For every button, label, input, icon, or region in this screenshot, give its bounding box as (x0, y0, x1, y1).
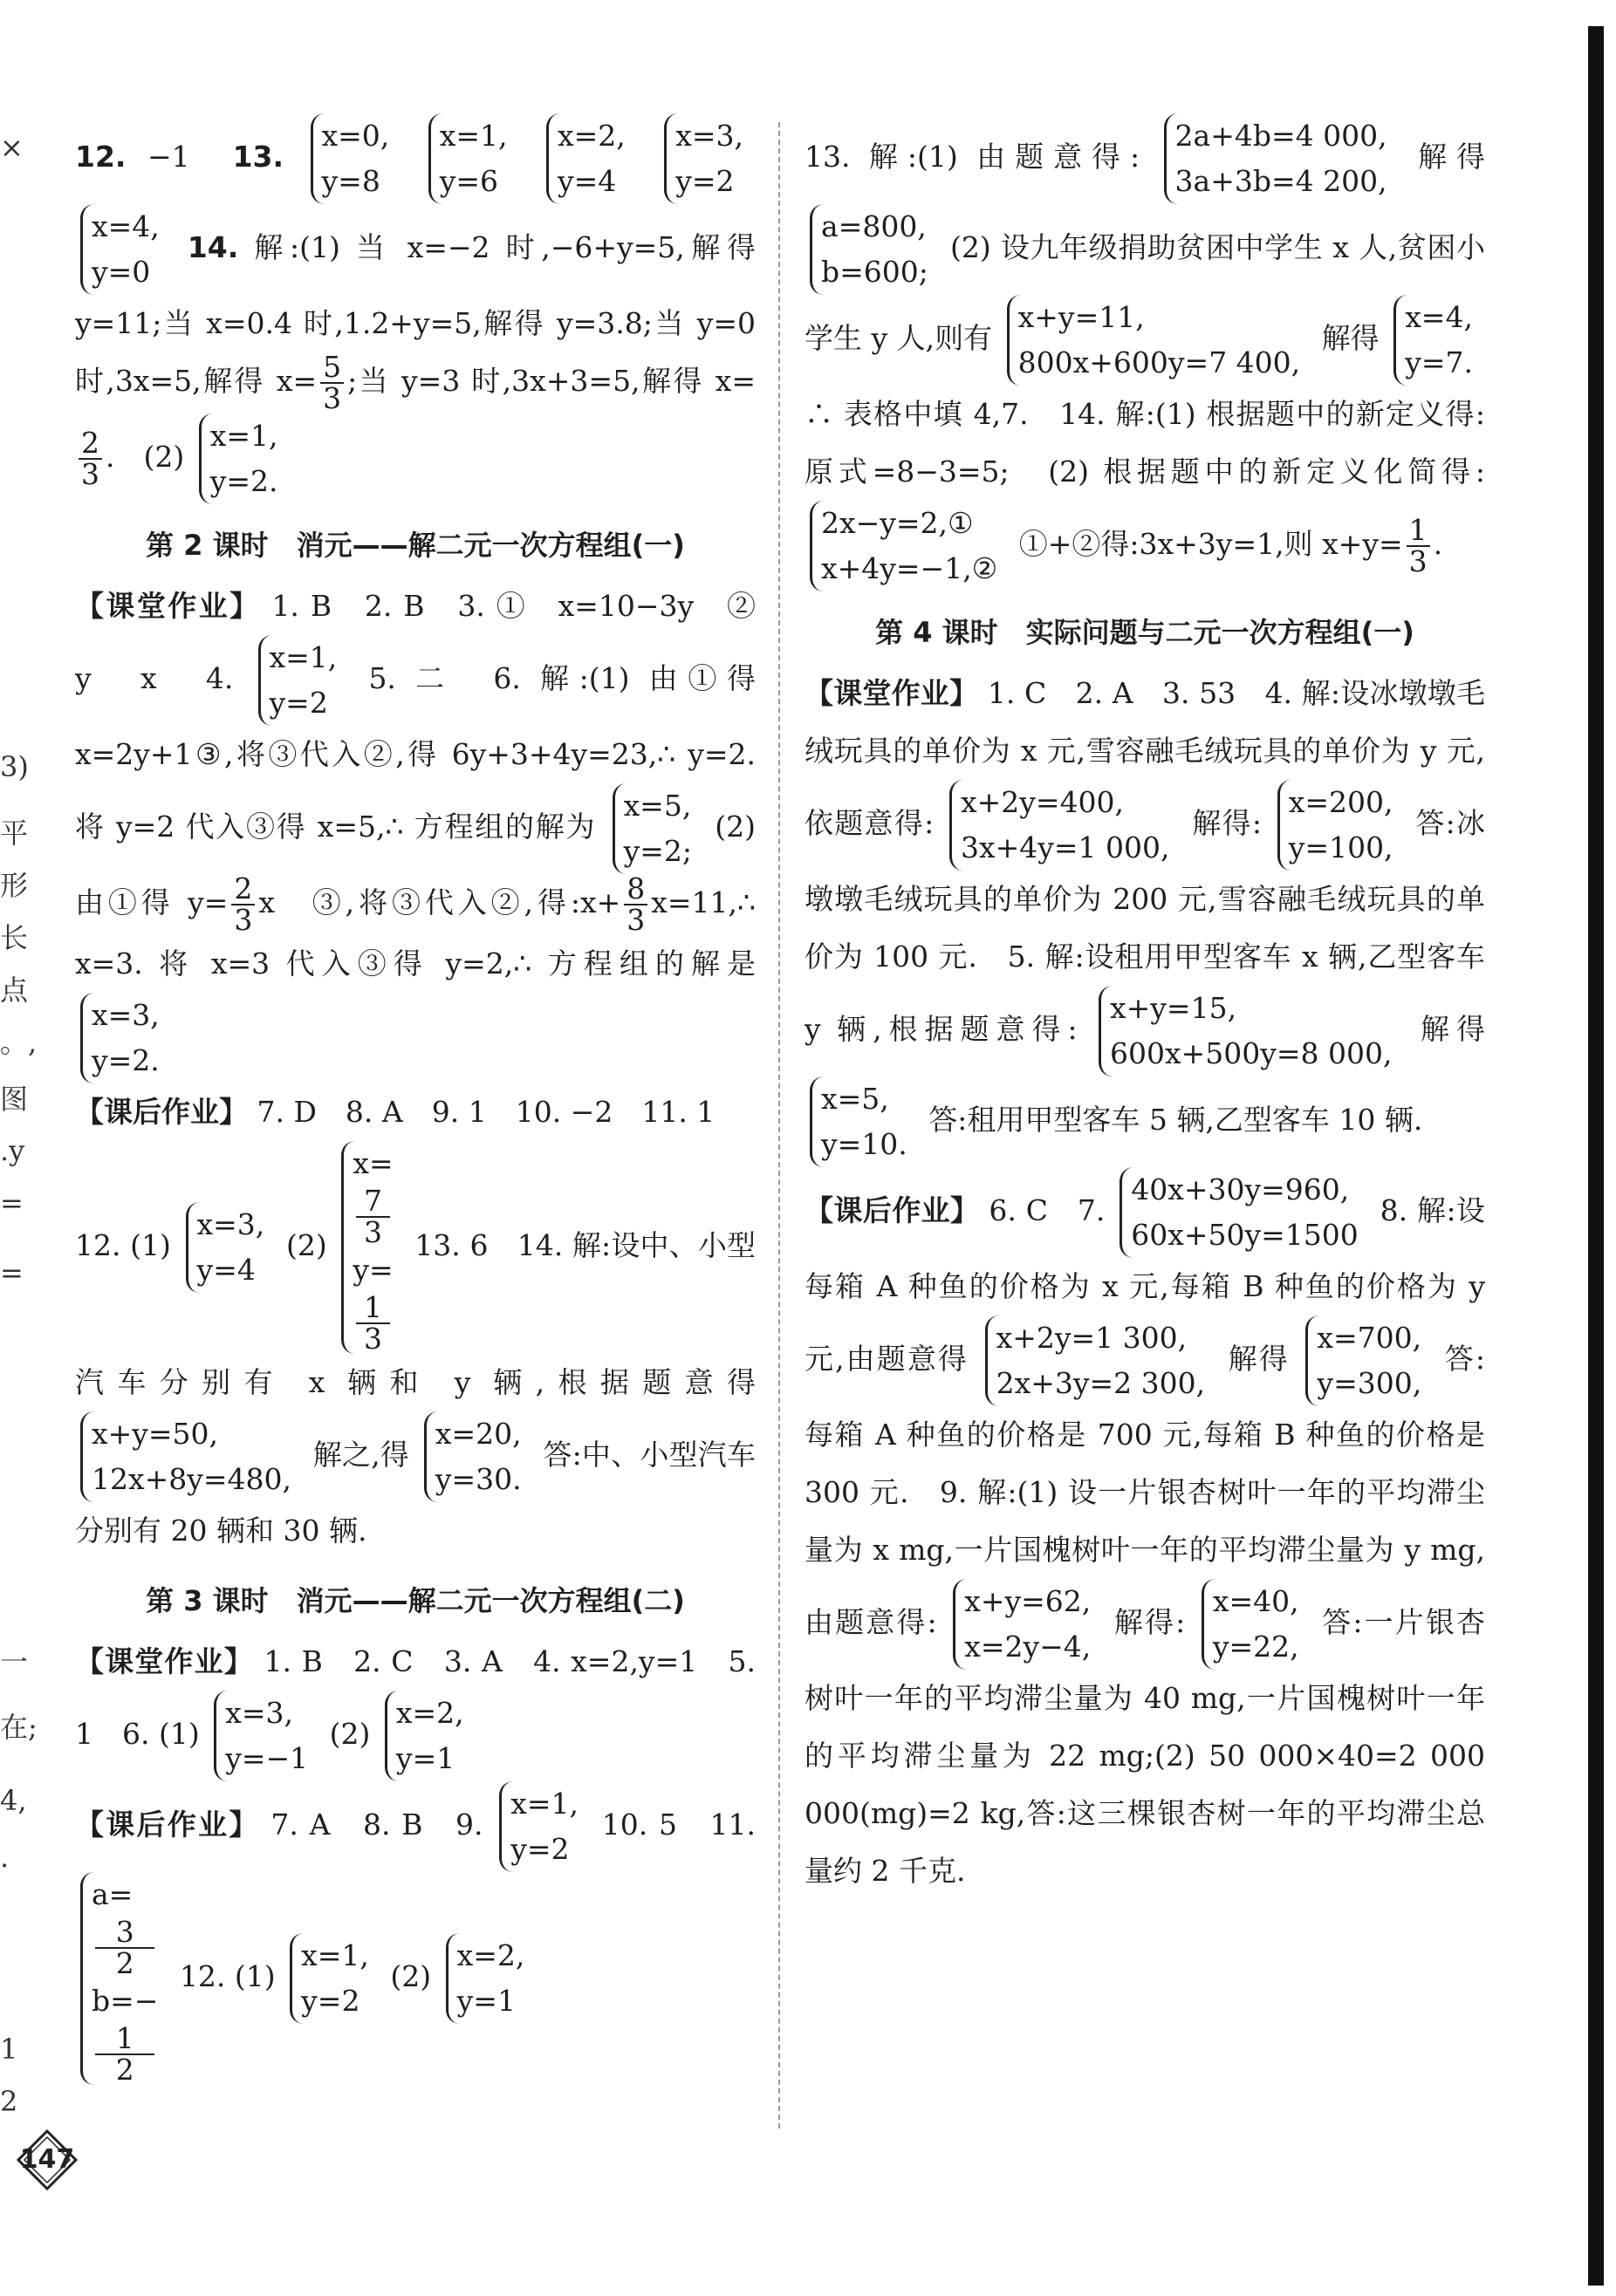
equation-system: x=5, y=10. (810, 1076, 914, 1167)
right-column (805, 113, 1485, 1900)
equation-system: x+y=11, 800x+600y=7 400, (1007, 295, 1308, 386)
section-label: 【课堂作业】 (75, 1644, 254, 1678)
equation-system: x+y=62, x=2y−4, (953, 1579, 1098, 1670)
equation-system: x+y=15, 600x+500y=8 000, (1099, 986, 1400, 1076)
answer-text: 12. (1) (75, 1228, 171, 1262)
margin-fragment: × (0, 131, 24, 164)
answer-text: (2) 由①得 y= (75, 810, 756, 919)
margin-fragment: 平 (0, 817, 29, 850)
equation-system: x=2, y=1 (385, 1691, 471, 1781)
section-label: 【课后作业】 (75, 1095, 248, 1129)
margin-fragment: 形 (0, 869, 29, 902)
fraction: $\frac{2}{3}$ (231, 874, 255, 935)
homework-lesson4 (805, 1167, 1485, 1900)
answer-text: 解得: (1192, 806, 1262, 840)
fraction: $\frac{1}{3}$ (1407, 516, 1430, 577)
answer-text: 解得: (1113, 1605, 1186, 1639)
answer-text: ;当 y=3 时,3x+3=5,解得 x= (347, 364, 757, 398)
answer-text: 7. A 8. B 9. (270, 1807, 483, 1842)
section-heading: 第 2 课时 消元——解二元一次方程组(一) (146, 529, 685, 562)
margin-fragment: 一 (0, 1645, 29, 1678)
answer-text: 答:每箱 A 种鱼的价格是 700 元,每箱 B 种鱼的价格是 300 元. 9. 解:(1) 设一片银杏树叶一年的平均滞尘量为 x mg,一片国槐树叶一年的平均滞尘量为 y mg,由题意得: (805, 1342, 1485, 1639)
equation-system: x=3, y=2. (80, 993, 167, 1083)
fraction: $\frac{5}{3}$ (320, 352, 344, 413)
fraction: $\frac{8}{3}$ (624, 874, 647, 935)
margin-fragment: .y (0, 1134, 25, 1167)
equation-system: x+2y=400, 3x+4y=1 000, (949, 780, 1177, 871)
homework-lesson3 (75, 1781, 756, 2085)
margin-fragment: = (0, 1256, 24, 1289)
answer-text: 1. B 2. C 3. A 4. x=2,y=1 5. 1 6. (1) (75, 1644, 756, 1751)
equation-system: x=2, y=4 (546, 113, 633, 204)
answer-text: (2) (285, 1228, 327, 1262)
equation-system: x=3, y=2 (664, 113, 750, 204)
answer-text: 解之,得 (312, 1438, 410, 1472)
equation-system: x=1, y=6 (428, 113, 515, 204)
answer-text: 答:中、小型汽车分别有 20 辆和 30 辆. (75, 1438, 756, 1548)
margin-fragment: 4, (0, 1784, 27, 1817)
answer-text: 答:一片银杏树叶一年的平均滞尘量为 40 mg,一片国槐树叶一年的平均滞尘量为 22 mg;(2) 50 000×40=2 000 000(mg)=2 kg,答:这三棵银杏树一年的平均滞尘总量约 2 千克. (805, 1605, 1486, 1888)
fraction: $\frac{2}{3}$ (79, 428, 102, 489)
margin-fragment: 图 (0, 1083, 29, 1116)
fraction: 7 3 (356, 1186, 389, 1247)
equation-system: x=700, y=300, (1305, 1315, 1428, 1406)
answer-text: 6. C 7. (989, 1193, 1106, 1227)
margin-fragment: . (0, 1841, 10, 1874)
section-heading: 第 4 课时 实际问题与二元一次方程组(一) (875, 616, 1414, 649)
equation-system: x=2, y=1 (446, 1933, 532, 2024)
answer-text: 解得 (1418, 140, 1486, 174)
equation-system: x=3, y=4 (186, 1202, 272, 1293)
margin-fragment: 。, (0, 1026, 38, 1059)
margin-fragment: 1 (0, 2033, 18, 2066)
answer-text: 1. C 2. A 3. 53 4. 解:设冰墩墩毛绒玩具的单价为 x 元,雪容融毛绒玩具的单价为 y 元,依题意得: (805, 676, 1485, 840)
answer-text: 8. 解:设每箱 A 种鱼的价格为 x 元,每箱 B 种鱼的价格为 y 元,由题意得 (805, 1193, 1485, 1376)
section-heading: 第 3 课时 消元——解二元一次方程组(二) (146, 1584, 685, 1617)
equation-system: x=0, y=8 (311, 113, 397, 204)
left-column (75, 113, 785, 2087)
column-divider (778, 122, 780, 2129)
answer-text: x=11,∴ x=3. 将 x=3 代入③得 y=2,∴ 方程组的解是 (75, 885, 756, 981)
section-label: 【课后作业】 (805, 1193, 980, 1227)
answer-text: 12. (1) (179, 1959, 276, 1993)
answer-text: 13. 6 14. 解:设中、小型汽车分别有 x 辆和 y 辆,根据题意得 (75, 1228, 756, 1399)
fraction: 1 2 (95, 2024, 154, 2085)
equation-system: x=3, y=−1 (214, 1691, 315, 1781)
answer-text: ①+②得:3x+3y=1,则 x+y= (1018, 527, 1403, 561)
margin-fragment: 点 (0, 974, 29, 1007)
margin-fragment: 2 (0, 2085, 18, 2118)
equation-system: a= 3 2 b=− 1 2 (80, 1872, 165, 2085)
answer-text: 1. B 2. B 3. ① x=10−3y ② y x 4. (75, 589, 785, 695)
margin-fragment: 在; (0, 1711, 38, 1744)
answer-text: ∴ 表格中填 4,7. 14. 解:(1) 根据题中的新定义得:原式=8−3=5; (2) 根据题中的新定义化简得: (805, 397, 1485, 489)
answer-text: 解得 (1421, 1012, 1485, 1046)
equation-system: x=1, y=2 (499, 1781, 585, 1872)
equation-system: x=1, y=2 (290, 1933, 376, 2024)
classwork-lesson2 (75, 577, 785, 1083)
fraction: 1 3 (356, 1293, 389, 1354)
margin-fragment: 长 (0, 921, 29, 954)
section-label: 【课后作业】 (75, 1807, 260, 1842)
answer-text: 解得 (1228, 1342, 1290, 1376)
margin-fragment: = (0, 1186, 24, 1220)
equation-system: x=5, y=2; (613, 783, 699, 874)
answer-text: (2) (390, 1959, 432, 1993)
answer-text: 5. 二 6. 解:(1) 由①得 x=2y+1③,将③代入②,得 6y+3+4y=23,∴ y=2. 将 y=2 代入③得 x=5,∴ 方程组的解为 (75, 661, 756, 844)
equation-system: x+2y=1 300, 2x+3y=2 300, (985, 1315, 1213, 1406)
equation-system: x=20, y=30. (424, 1411, 529, 1502)
fraction: 3 2 (95, 1917, 154, 1978)
equation-system: 2x−y=2,① x+4y=−1,② (810, 501, 1004, 591)
equation-system: x= 7 3 y= 1 3 (341, 1141, 400, 1354)
binding-edge-shadow (1588, 26, 1604, 2286)
answer-text: . (1433, 527, 1443, 561)
equation-system: 2a+4b=4 000, 3a+3b=4 200, (1164, 113, 1394, 204)
answer-text: 答:租用甲型客车 5 辆,乙型客车 10 辆. (928, 1103, 1423, 1137)
equation-system: 40x+30y=960, 60x+50y=1500 (1120, 1167, 1366, 1258)
answer-text: 解得 (1321, 321, 1380, 355)
answer-text: 7. D 8. A 9. 1 10. −2 11. 1 (257, 1095, 716, 1129)
classwork-lesson4 (805, 665, 1485, 1167)
answers-13-14 (805, 113, 1485, 591)
equation-system: x=4, y=7. (1393, 295, 1480, 386)
equation-system: x=4, y=0 (80, 204, 167, 295)
answer-text: x ③,将③代入②,得:x+ (258, 885, 621, 919)
answer-text: 13. 解:(1) 由题意得: (805, 140, 1140, 174)
answer-text: (2) 设九年级捐助贫困中学生 x 人,贫困小学生 y 人,则有 (805, 230, 1485, 355)
equation-system: x=40, y=22, (1202, 1579, 1306, 1670)
homework-lesson2 (75, 1083, 756, 1560)
answers-12-14 (75, 113, 756, 504)
section-label: 【课堂作业】 (75, 589, 261, 623)
answer-text: (2) (329, 1717, 371, 1751)
answer-text: 答:冰墩墩毛绒玩具的单价为 200 元,雪容融毛绒玩具的单价为 100 元. 5. 解:设租用甲型客车 x 辆,乙型客车 y 辆,根据题意得: (805, 806, 1486, 1046)
question-number: 13. (232, 140, 284, 174)
answer-text: 10. 5 11. (601, 1807, 756, 1842)
equation-system: x=1, y=2. (199, 413, 285, 504)
equation-system: x=200, y=100, (1277, 780, 1400, 871)
section-label: 【课堂作业】 (805, 676, 979, 710)
answer-text: 解:(1) 当 x=−2 时,−6+y=5,解得 y=11;当 x=0.4 时,1.2+y=5,解得 y=3.8;当 y=0 时,3x=5,解得 x= (75, 230, 756, 398)
margin-fragment: 3) (0, 750, 29, 783)
page-number: 147 (19, 2144, 75, 2175)
classwork-lesson3 (75, 1633, 756, 1781)
question-number: 14. (187, 230, 239, 264)
equation-system: x+y=50, 12x+8y=480, (80, 1411, 298, 1502)
equation-system: a=800, b=600; (810, 204, 935, 295)
answer-text: . (2) (106, 440, 185, 474)
question-number: 12. (75, 140, 127, 174)
equation-system: x=1, y=2 (258, 635, 345, 726)
answer-text: −1 (147, 140, 190, 174)
